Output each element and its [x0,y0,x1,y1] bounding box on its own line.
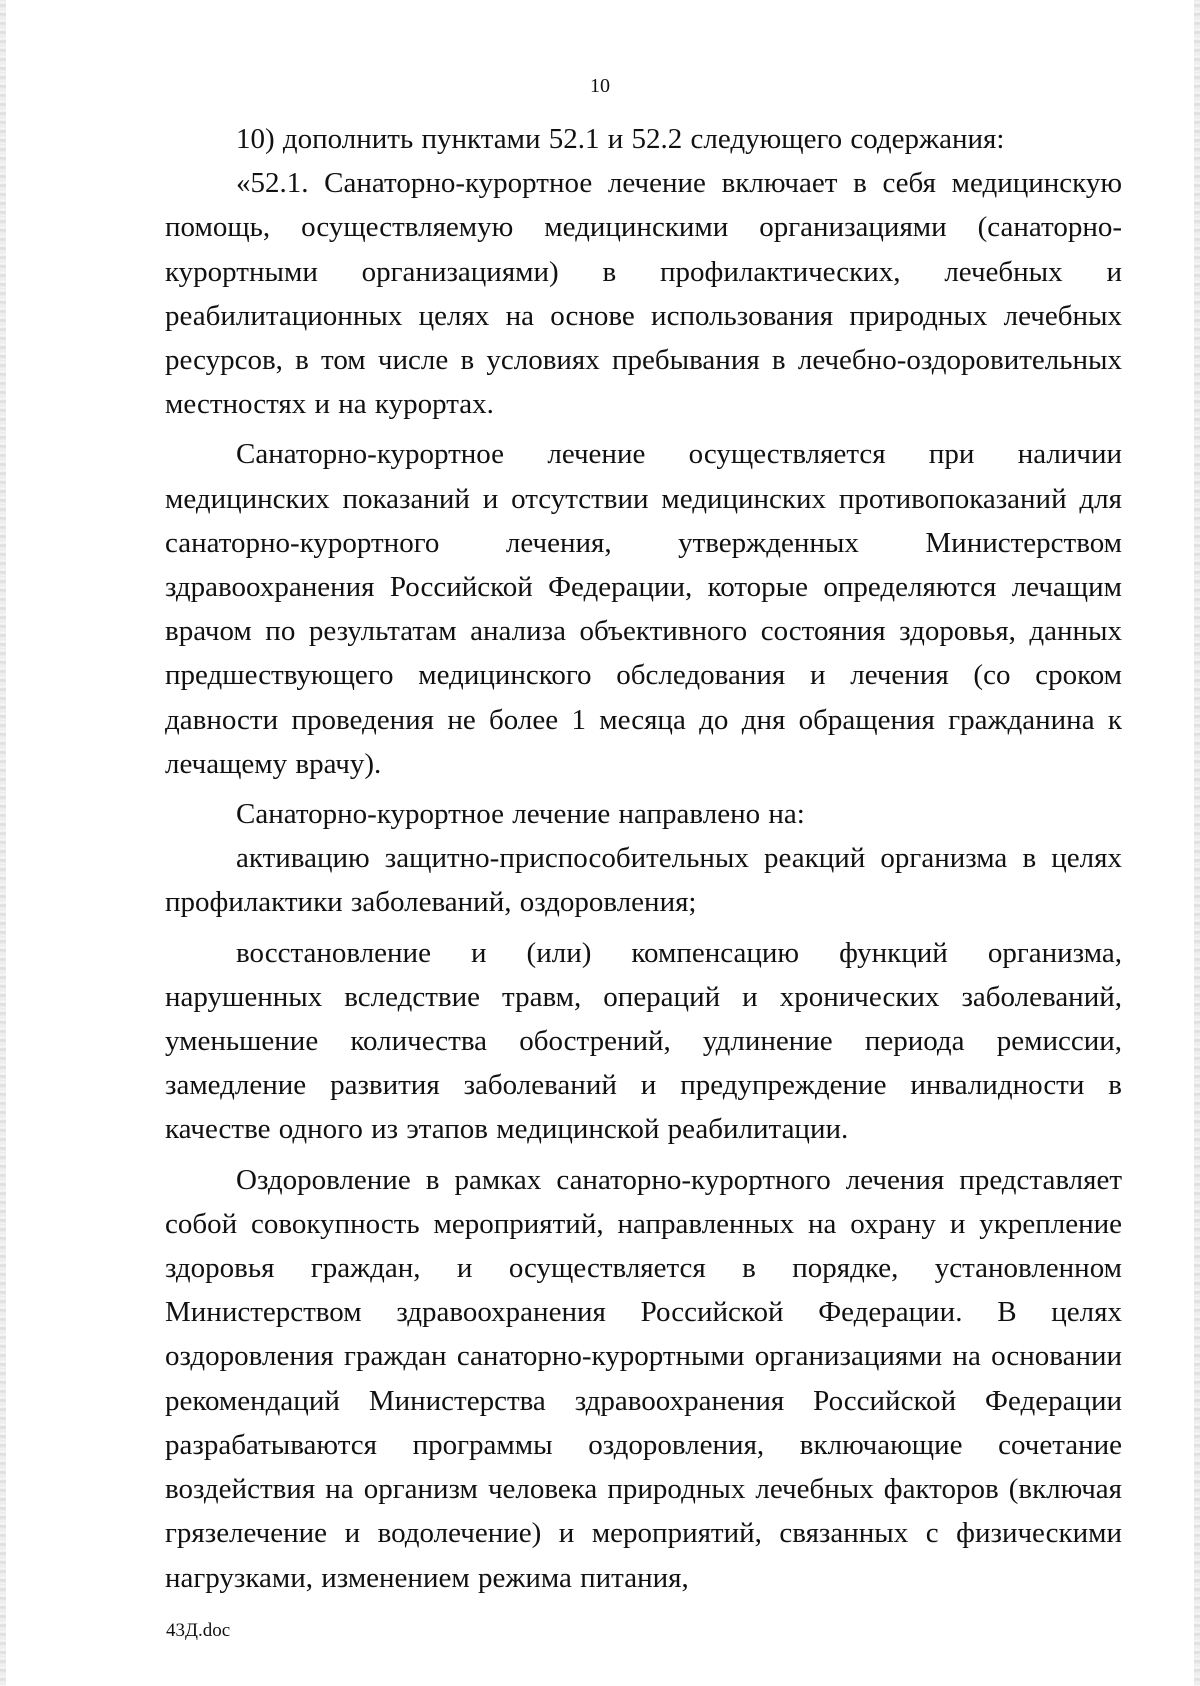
scan-edge-left [0,0,6,1686]
paragraph-item-10: 10) дополнить пунктами 52.1 и 52.2 следующего содержания: [236,123,1005,155]
paragraph-treatment-aims-heading: Санаторно-курортное лечение направлено на: [236,798,805,831]
paragraph-52-1-intro: «52.1. Санаторно-курортное лечение включает в себя медицинскую помощь, осуществляемую медицинскими организациями (санаторно-курортными организациями) в профилактических, лечебных и реабилитационных целях на основе использования природных лечебных ресурсов, в том числе в условиях пребывания в лечебно-оздоровительных местностях и на курортах. [165,167,1122,421]
footer-file-code: 43Д.doc [166,1620,231,1641]
paragraph-activation: активацию защитно-приспособительных реакций организма в целях профилактики заболеваний, оздоровления; [165,842,1122,919]
document-body [165,117,1122,1600]
paragraph-restoration: восстановление и (или) компенсацию функций организма, нарушенных вследствие травм, операций и хронических заболеваний, уменьшение количества обострений, удлинение периода ремиссии, замедление развития заболеваний и предупреждение инвалидности в качестве одного из этапов медицинской реабилитации. [165,936,1122,1146]
paragraph-health-improvement: Оздоровление в рамках санаторно-курортного лечения представляет собой совокупность мероприятий, направленных на охрану и укрепление здоровья граждан, и осуществляется в порядке, установленном Министерством здравоохранения Российской Федерации. В целях оздоровления граждан санаторно-курортными организациями на основании рекомендаций Министерства здравоохранения Российской Федерации разрабатываются программы оздоровления, включающие сочетание воздействия на организм человека природных лечебных факторов (включая грязелечение и водолечение) и мероприятий, связанных с физическими нагрузками, изменением режима питания, [165,1163,1122,1594]
scan-edge-right [1194,0,1200,1686]
paragraph-indications: Санаторно-курортное лечение осуществляется при наличии медицинских показаний и отсутствии медицинских противопоказаний для санаторно-курортного лечения, утвержденных Министерством здравоохранения Российской Федерации, которые определяются лечащим врачом по результатам анализа объективного состояния здоровья, данных предшествующего медицинского обследования и лечения (со сроком давности проведения не более 1 месяца до дня обращения гражданина к лечащему врачу). [165,438,1122,780]
page-number: 10 [590,75,610,97]
